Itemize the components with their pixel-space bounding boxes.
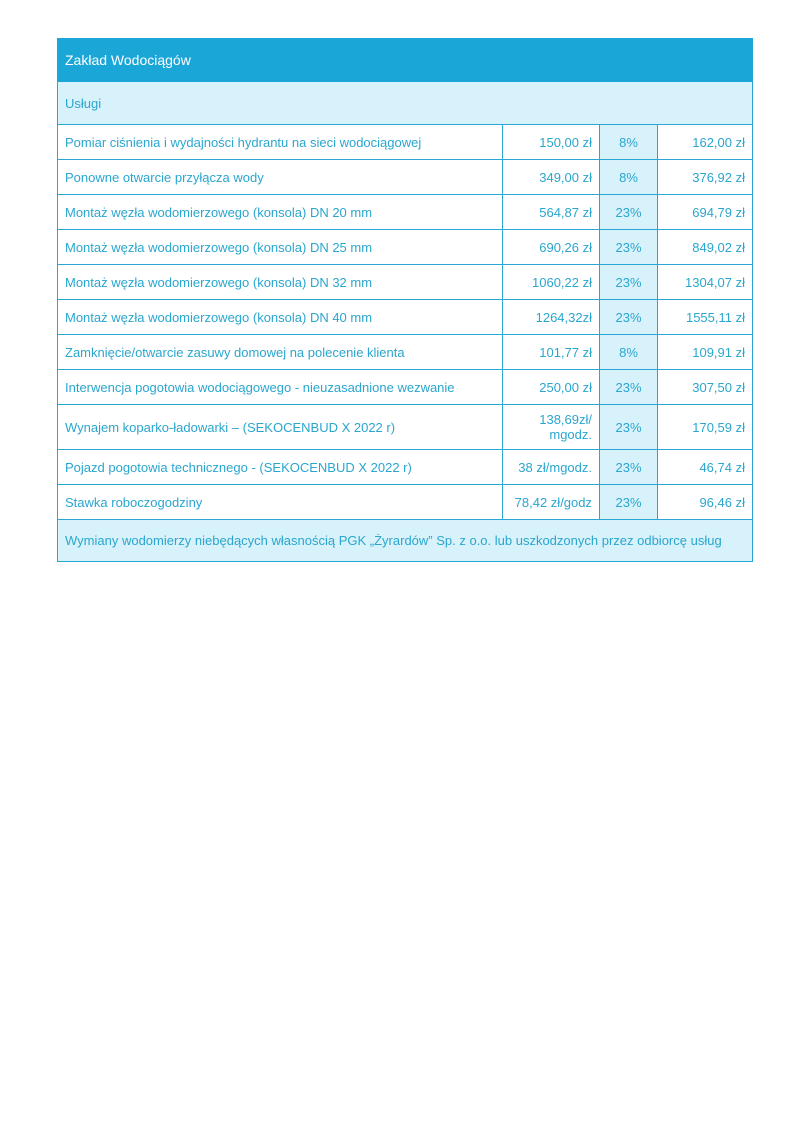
vat-rate: 23% <box>600 265 658 300</box>
vat-rate: 8% <box>600 335 658 370</box>
service-name: Stawka roboczogodziny <box>58 485 503 520</box>
net-price: 78,42 zł/godz <box>503 485 600 520</box>
net-price: 349,00 zł <box>503 160 600 195</box>
gross-price: 849,02 zł <box>658 230 753 265</box>
table-row <box>58 195 753 230</box>
vat-rate: 23% <box>600 300 658 335</box>
vat-rate: 23% <box>600 195 658 230</box>
service-name: Pomiar ciśnienia i wydajności hydrantu na sieci wodociągowej <box>58 125 503 160</box>
net-price: 150,00 zł <box>503 125 600 160</box>
gross-price: 170,59 zł <box>658 405 753 450</box>
service-name: Ponowne otwarcie przyłącza wody <box>58 160 503 195</box>
vat-rate: 8% <box>600 160 658 195</box>
table-row <box>58 335 753 370</box>
vat-rate: 8% <box>600 125 658 160</box>
price-table <box>57 38 753 562</box>
gross-price: 1304,07 zł <box>658 265 753 300</box>
net-price: 101,77 zł <box>503 335 600 370</box>
section-row <box>58 82 753 125</box>
table-row <box>58 450 753 485</box>
service-name: Pojazd pogotowia technicznego - (SEKOCENBUD X 2022 r) <box>58 450 503 485</box>
table-row <box>58 125 753 160</box>
gross-price: 1555,11 zł <box>658 300 753 335</box>
table-row <box>58 300 753 335</box>
net-price-line1: 138,69zł/ <box>539 412 592 427</box>
table-header-row <box>58 39 753 82</box>
net-price <box>503 405 600 450</box>
footer-row <box>58 520 753 562</box>
service-name: Interwencja pogotowia wodociągowego - nieuzasadnione wezwanie <box>58 370 503 405</box>
net-price: 38 zł/mgodz. <box>503 450 600 485</box>
net-price: 690,26 zł <box>503 230 600 265</box>
vat-rate: 23% <box>600 485 658 520</box>
gross-price: 162,00 zł <box>658 125 753 160</box>
footer-note: Wymiany wodomierzy niebędących własnością PGK „Żyrardów” Sp. z o.o. lub uszkodzonych przez odbiorcę usług <box>58 520 753 562</box>
vat-rate: 23% <box>600 230 658 265</box>
net-price: 250,00 zł <box>503 370 600 405</box>
table-row <box>58 265 753 300</box>
gross-price: 109,91 zł <box>658 335 753 370</box>
vat-rate: 23% <box>600 450 658 485</box>
net-price: 564,87 zł <box>503 195 600 230</box>
service-name: Montaż węzła wodomierzowego (konsola) DN 40 mm <box>58 300 503 335</box>
table-row <box>58 485 753 520</box>
net-price-line2: mgodz. <box>549 427 592 442</box>
table-title: Zakład Wodociągów <box>58 39 753 82</box>
vat-rate: 23% <box>600 370 658 405</box>
gross-price: 46,74 zł <box>658 450 753 485</box>
service-name: Montaż węzła wodomierzowego (konsola) DN 32 mm <box>58 265 503 300</box>
service-name: Montaż węzła wodomierzowego (konsola) DN 25 mm <box>58 230 503 265</box>
net-price: 1060,22 zł <box>503 265 600 300</box>
section-title: Usługi <box>58 82 753 125</box>
service-name: Zamknięcie/otwarcie zasuwy domowej na polecenie klienta <box>58 335 503 370</box>
service-name: Wynajem koparko-ładowarki – (SEKOCENBUD X 2022 r) <box>58 405 503 450</box>
gross-price: 307,50 zł <box>658 370 753 405</box>
table-row <box>58 230 753 265</box>
net-price: 1264,32zł <box>503 300 600 335</box>
gross-price: 376,92 zł <box>658 160 753 195</box>
vat-rate: 23% <box>600 405 658 450</box>
table-row <box>58 405 753 450</box>
table-row <box>58 370 753 405</box>
gross-price: 96,46 zł <box>658 485 753 520</box>
table-row <box>58 160 753 195</box>
gross-price: 694,79 zł <box>658 195 753 230</box>
service-name: Montaż węzła wodomierzowego (konsola) DN 20 mm <box>58 195 503 230</box>
